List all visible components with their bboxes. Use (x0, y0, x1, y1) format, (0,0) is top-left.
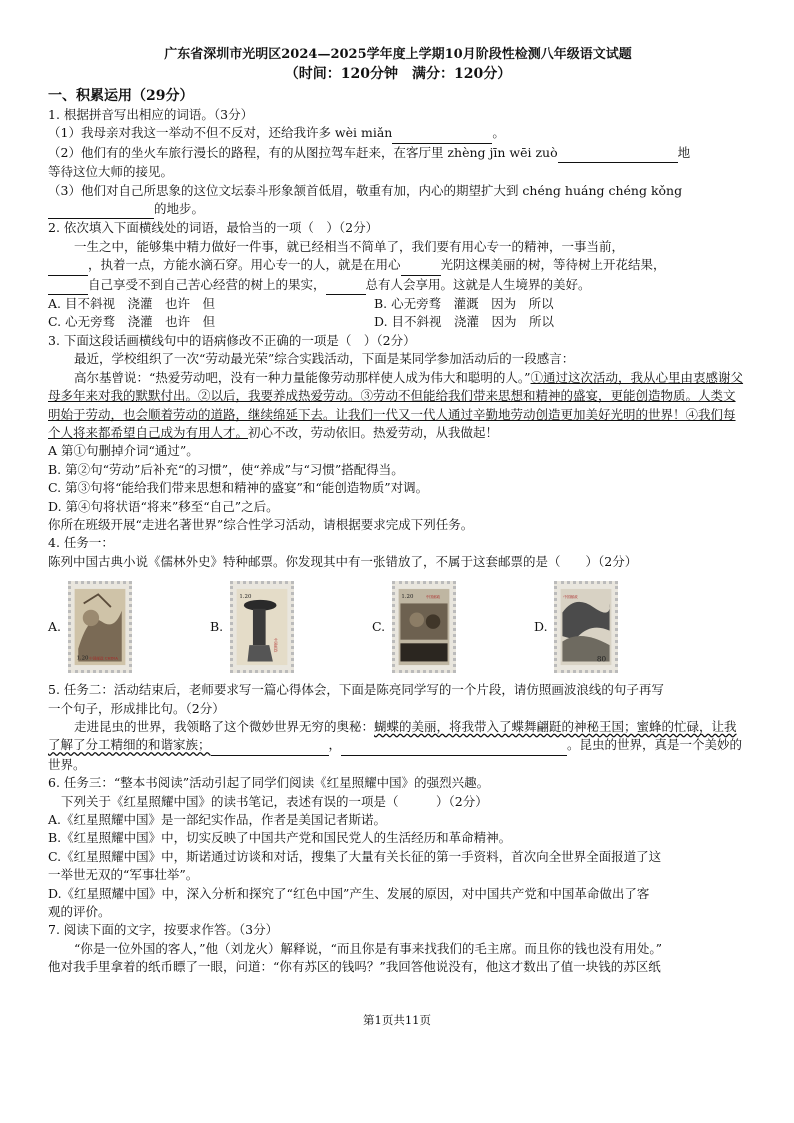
stamp-d-art (557, 584, 615, 670)
q1-a: （1）我母亲对我这一举动不但不反对，还给我许多 wèi miǎn 。 (48, 124, 748, 143)
q7-p2: 他对我手里拿着的纸币瞟了一眼，问道：“你有苏区的钱吗？”我回答他说没有，他这才数出了值一块钱的苏区纸 (48, 959, 661, 975)
page-footer: 第1页共11页 (363, 1013, 431, 1027)
q3-p1: 最近，学校组织了一次“劳动最光荣”综合实践活动，下面是某同学参加活动后的一段感言： (74, 351, 575, 367)
stamp-image-d[interactable] (554, 581, 618, 673)
exam-subtitle: （时间：120分钟 满分：120分） (284, 66, 512, 82)
q3-option-c[interactable]: C. 第③句将“能给我们带来思想和精神的盛宴”和“能创造物质”对调。 (48, 480, 429, 496)
stamp-image-c[interactable] (392, 581, 456, 673)
q6-option-d-cont: 观的评价。 (48, 904, 111, 920)
q7-p1: “你是一位外国的客人，”他（刘龙火）解释说，“而且你是有事来找我们的毛主席。而且你的钱也没有用处。” (74, 940, 663, 956)
stamp-c-value: 1.20 (401, 594, 414, 601)
stamp-image-a[interactable] (68, 581, 132, 673)
stamp-c-mark: 中国邮政 (425, 595, 441, 600)
stamp-d-mark: 中国邮政 (563, 595, 578, 600)
q1-c: （3）他们对自己所思象的这位文坛泰斗形象颔首低眉，敬重有加，内心的期望扩大到 chéng huáng chéng kǒng (48, 182, 683, 198)
stamp-a-value: 1.20 (76, 655, 89, 662)
activity-intro: 你所在班级开展“走进名著世界”综合性学习活动，请根据要求完成下列任务。 (48, 516, 474, 532)
stamp-label-d[interactable]: D. (534, 618, 548, 634)
q2-blank-4[interactable] (326, 276, 366, 295)
q3-sentence-2: ②以后，我要养成热爱劳动。 (198, 388, 361, 404)
q5-blank-2[interactable] (341, 736, 567, 755)
q3-p2: 高尔基曾说：“热爱劳动吧，没有一种力量能像劳动那样使人成为伟大和聪明的人。”①通过这次活动，我从心里由衷感谢父母多年来对我的默默付出。②以后，我要养成热爱劳动。③劳动不但能给我们带来思想和精神的盛宴，更能创造物质。人类文明始于劳动，也会顺着劳动的道路，继续绵延下去。让我们一代又一代人通过辛勤地劳动创造更加美好光明的世界！④我们每个人将来都希望自己成为有用人才。初心不改，劳动依旧。热爱劳动，从我做起！ (48, 369, 744, 440)
q7-stem: 7. 阅读下面的文字，按要求作答。（3分） (48, 922, 279, 938)
stamp-label-c[interactable]: C. (372, 618, 386, 634)
stamp-b-mark: 中国邮政 (273, 638, 278, 653)
q2-stem: 2. 依次填入下面横线处的词语，最恰当的一项（ ）（2分） (48, 220, 379, 236)
q2-option-c[interactable]: C. 心无旁骛 浇灌 也许 但 (48, 314, 216, 330)
q6-option-d[interactable]: D.《红星照耀中国》中，深入分析和探究了“红色中国”产生、发展的原因，对中国共产党和中国革命做出了客 (48, 885, 650, 901)
stamp-options (48, 577, 748, 677)
section-heading: 一、积累运用（29分） (48, 88, 194, 104)
stamp-b-art (233, 584, 291, 670)
stamp-label-b[interactable]: B. (210, 618, 224, 634)
q3-sentence-4: ④我们每个人将来都希望自己成为有用人才。 (48, 406, 736, 440)
q6-option-a[interactable]: A.《红星照耀中国》是一部纪实作品，作者是美国记者斯诺。 (48, 812, 387, 827)
q2-p2: ，执着一点，方能水滴石穿。用心专一的人，就是在用心 光阴这棵美丽的树，等待树上开花结果， (48, 256, 748, 275)
q1-c2: 的地步。 (48, 200, 748, 219)
stamp-d-value: 80 (596, 654, 607, 664)
stamp-c-art (395, 584, 453, 670)
q5-blank-1[interactable] (211, 736, 329, 755)
q2-option-a[interactable]: A. 目不斜视 浇灌 也许 但 (48, 296, 215, 312)
stamp-a-mark: 中国邮政 CHINA (89, 656, 118, 661)
q1-stem: 1. 根据拼音写出相应的词语。（3分） (48, 107, 254, 122)
q1-b2: 等待这位大师的接见。 (48, 164, 174, 180)
q2-option-d[interactable]: D. 目不斜视 浇灌 因为 所以 (374, 314, 555, 330)
q2-blank-1[interactable] (48, 256, 88, 275)
q4-stem: 4. 任务一： (48, 535, 114, 551)
q2-p1: 一生之中，能够集中精力做好一件事，就已经相当不简单了，我们要有用心专一的精神，一事当前， (74, 238, 625, 254)
q1-c-blank[interactable] (48, 200, 154, 219)
q2-option-b[interactable]: B. 心无旁骛 灌溉 因为 所以 (374, 296, 554, 312)
q1-b: （2）他们有的坐火车旅行漫长的路程，有的从图拉驾车赶来，在客厅里 zhèng jīn wēi zuò 地 (48, 144, 748, 163)
q5-passage: 走进昆虫的世界，我领略了这个微妙世界无穷的奥秘：蝴蝶的美丽，将我带入了蝶舞翩跹的神秘王国；蜜蜂的忙碌，让我了解了分工精细的和谐家族； ， 。昆虫的世界，真是一个美妙的世界。 (48, 718, 743, 772)
q6-sub: 下列关于《红星照耀中国》的读书笔记，表述有误的一项是（ ）（2分） (61, 793, 488, 809)
q3-sentence-1: ①通过这次活动，我从心里由衷感谢父母多年来对我的默默付出。 (48, 369, 744, 404)
q2-options-row1 (48, 295, 748, 313)
stamp-b-value: 1.20 (239, 594, 252, 601)
q3-sentence-3: ③劳动不但能给我们带来思想和精神的盛宴，更能创造物质。 (360, 388, 699, 404)
exam-page (48, 46, 748, 977)
q2-blank-2[interactable] (401, 256, 441, 275)
q3-option-b[interactable]: B. 第②句“劳动”后补充“的习惯”，使“养成”与“习惯”搭配得当。 (48, 461, 404, 477)
q3-option-a[interactable]: A 第①句删掉介词“通过”。 (48, 443, 199, 459)
q3-stem: 3. 下面这段话画横线句中的语病修改不正确的一项是（ ）（2分） (48, 332, 416, 348)
q2-options-row2 (48, 313, 748, 331)
q6-option-b[interactable]: B.《红星照耀中国》中，切实反映了中国共产党和国民党人的生活经历和革命精神。 (48, 830, 512, 846)
q4-prompt: 陈列中国古典小说《儒林外史》特种邮票。你发现其中有一张错放了，不属于这套邮票的是（ ）（2分） (48, 553, 638, 569)
q6-option-c[interactable]: C.《红星照耀中国》中，斯诺通过访谈和对话，搜集了大量有关长征的第一手资料，首次向全世界全面报道了这 (48, 848, 662, 864)
q2-p3: 自己享受不到自己苦心经营的树上的果实， 总有人会享用。这就是人生境界的美好。 (48, 276, 748, 295)
q5-stem2: 一个句子，形成排比句。（2分） (48, 700, 225, 716)
q6-option-c-cont: 一举世无双的“军事壮举”。 (48, 867, 199, 883)
stamp-a-art (71, 584, 129, 670)
q2-blank-3[interactable] (48, 276, 88, 295)
q1-b-blank[interactable] (558, 144, 678, 163)
stamp-image-b[interactable] (230, 581, 294, 673)
q3-option-d[interactable]: D. 第④句将状语“将来”移至“自己”之后。 (48, 498, 279, 514)
exam-title: 广东省深圳市光明区2024—2025学年度上学期10月阶段性检测八年级语文试题 (164, 47, 632, 62)
q6-stem: 6. 任务三：“整本书阅读”活动引起了同学们阅读《红星照耀中国》的强烈兴趣。 (48, 775, 490, 791)
q1-a-blank[interactable] (392, 124, 492, 143)
q5-stem: 5. 任务二：活动结束后，老师要求写一篇心得体会，下面是陈亮同学写的一个片段，请仿照画波浪线的句子再写 (48, 682, 664, 698)
stamp-label-a[interactable]: A. (48, 618, 62, 634)
q5-wavy-sentences: 蝴蝶的美丽，将我带入了蝶舞翩跹的神秘王国；蜜蜂的忙碌，让我了解了分工精细的和谐家族； (48, 718, 737, 753)
